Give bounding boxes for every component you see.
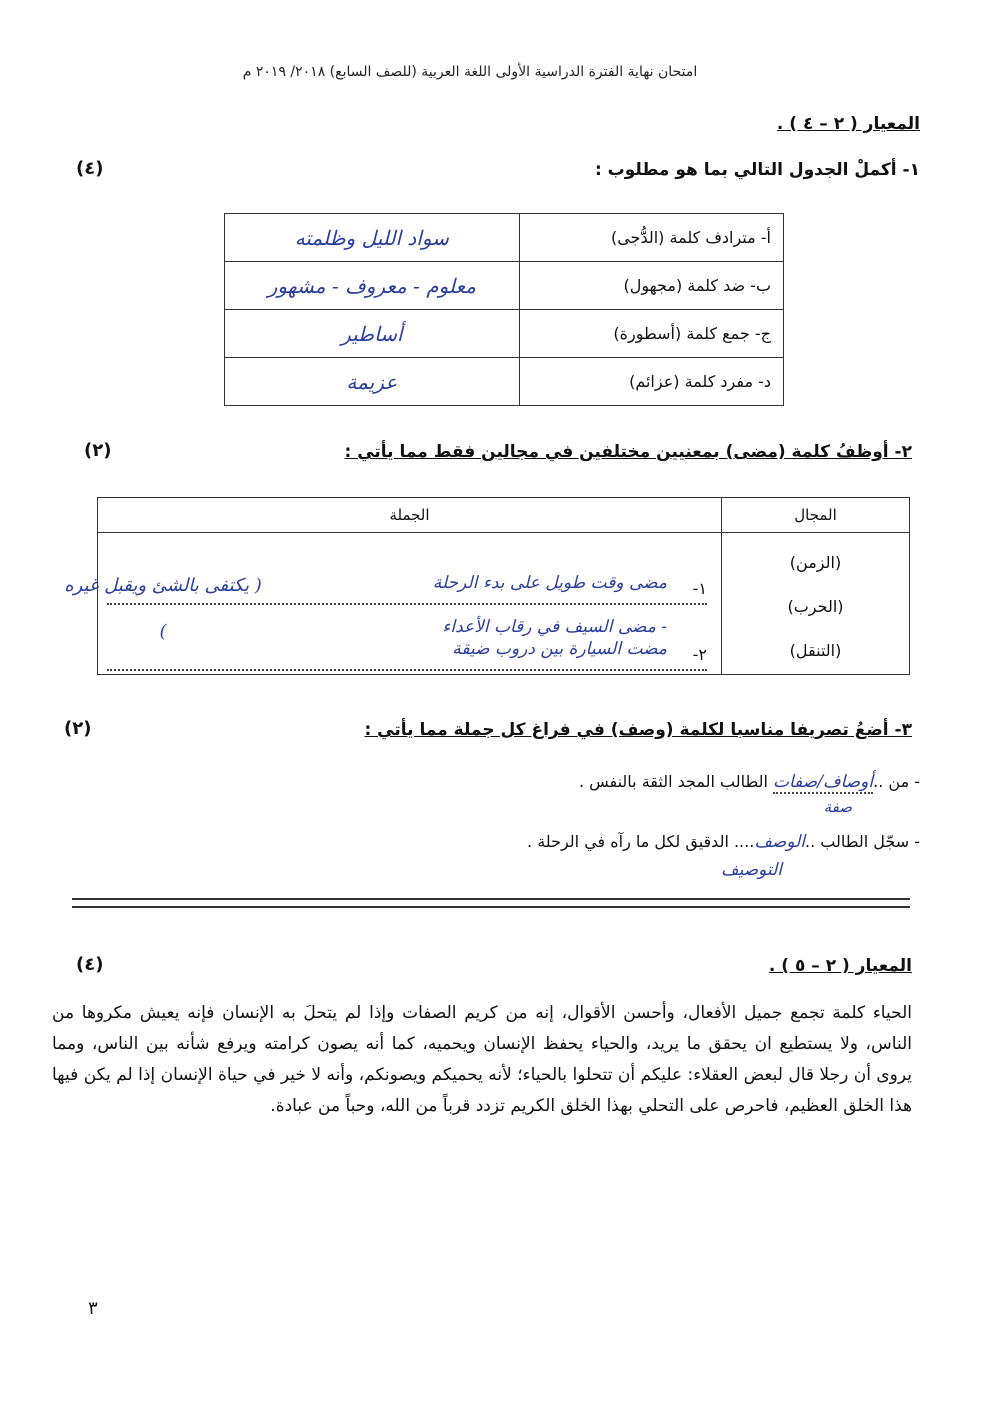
criterion-heading-2: المعيار ( ٢ – ٥ ) . [768, 956, 912, 976]
sentence-end: الطالب المجد الثقة بالنفس . [578, 772, 773, 791]
criterion-heading-1: المعيار ( ٢ – ٤ ) . [776, 114, 920, 134]
question-2-marks: (٢) [84, 440, 112, 461]
row-label: د- مفرد كلمة (عزائم) [519, 358, 783, 406]
handwritten-answer: مضت السيارة بين دروب ضيقة [452, 639, 667, 659]
handwritten-answer: الوصف [754, 832, 806, 852]
criterion-2-marks: (٤) [76, 954, 104, 975]
handwritten-answer: - مضى السيف في رقاب الأعداء [442, 617, 667, 637]
sentence-start: - سجّل الطالب .. [805, 832, 920, 851]
table-row [225, 214, 784, 262]
question-3-marks: (٢) [64, 718, 92, 739]
fill-sentence-1 [579, 772, 920, 794]
sentence-cell [64, 533, 722, 675]
line-number: ٢- [692, 645, 707, 664]
table-header-row [98, 498, 910, 533]
table-row [98, 533, 910, 675]
row-label: ب- ضد كلمة (مجهول) [519, 262, 783, 310]
table-row [225, 262, 784, 310]
domain-item: (الحرب) [787, 597, 844, 616]
synonyms-table [224, 213, 784, 406]
section-divider [72, 898, 910, 908]
row-label: ج- جمع كلمة (أسطورة) [519, 310, 783, 358]
domain-item: (التنقل) [789, 641, 842, 660]
handwritten-note: صفة [823, 798, 852, 816]
sentence-end: .... الدقيق لكل ما رآه في الرحلة . [527, 832, 755, 851]
teacher-note: ( يكتفى بالشئ ويقبل غيره ) [64, 575, 262, 642]
handwritten-note: التوصيف [721, 860, 782, 880]
row-label: أ- مترادف كلمة (الدُّجى) [519, 214, 783, 262]
table-row [225, 310, 784, 358]
column-header-sentence: الجملة [98, 498, 722, 533]
prompt-suffix: في فراغ كل جملة مما يأتي : [364, 720, 611, 740]
prompt-prefix: ٣- أضعُ تصريفا مناسبا لكلمة [673, 720, 912, 740]
usage-table [64, 497, 910, 675]
domain-list [722, 533, 910, 675]
handwritten-answer: أوصاف/صفات [773, 772, 874, 792]
question-1-prompt: ١- أكملْ الجدول التالي بما هو مطلوب : [594, 160, 920, 180]
table-row [225, 358, 784, 406]
handwritten-answer: أساطير [225, 310, 520, 358]
question-3-prompt [364, 720, 912, 740]
handwritten-answer: مضى وقت طويل على بدء الرحلة [432, 573, 667, 593]
question-2-prompt [344, 442, 912, 462]
sentence-start: - من .. [873, 772, 920, 791]
reading-passage: الحياء كلمة تجمع جميل الأفعال، وأحسن الأقوال، إنه من كريم الصفات وإذا لم يتحلَ به الإنسان فإنه يعيش مكروها من الناس، ولا يستطيع ان يحقق ما يريد، والحياء يحفظ الإنسان ويحميه، كما أنه يصون كرامته ويرفع شأنه بين الناس، ومما يروى أن رجلا قال لبعض العقلاء: عليكم أن تتحلوا بالحياء؛ لأنه يحميكم ويصونكم، وأنه لا خير في حياة الإنسان إذا لم يكن فيها هذا الخلق العظيم، فاحرص على التحلي بهذا الخلق الكريم تزدد قرباً من الله، وحباً من عبادة. [52, 1003, 912, 1116]
prompt-word: (وصف) [610, 720, 674, 740]
prompt-suffix: بمعنيين مختلفين في مجالين فقط مما يأتي : [344, 442, 726, 462]
question-1-marks: (٤) [76, 158, 104, 179]
prompt-prefix: ٢- أوظفُ كلمة [785, 442, 912, 462]
handwritten-answer: سواد الليل وظلمته [225, 214, 520, 262]
prompt-word: (مضى) [725, 442, 786, 462]
column-header-domain: المجال [722, 498, 910, 533]
exam-header: امتحان نهاية الفترة الدراسية الأولى اللغة العربية (للصف السابع) ٢٠١٨/ ٢٠١٩ م [242, 64, 698, 80]
handwritten-answer: عزيمة [225, 358, 520, 406]
domain-item: (الزمن) [789, 553, 842, 572]
fill-sentence-2 [527, 832, 920, 852]
line-number: ١- [692, 579, 707, 598]
handwritten-answer: معلوم - معروف - مشهور [225, 262, 520, 310]
page-number: ٣ [88, 1298, 98, 1319]
